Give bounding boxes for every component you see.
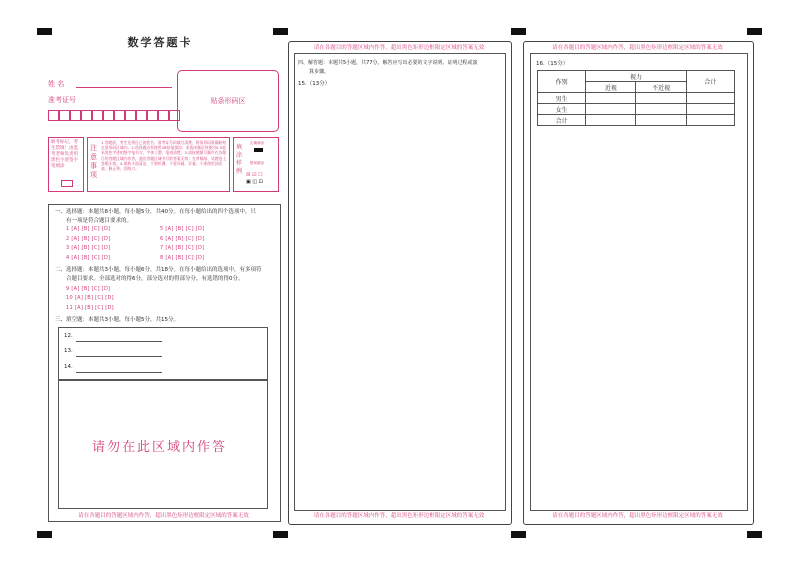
timing-mark <box>747 531 762 538</box>
table-cell[interactable] <box>586 115 636 126</box>
section3-header: 三、填空题：本题共3小题，每小题5分，共15分。 <box>55 317 179 323</box>
col-vision: 视力 <box>586 71 686 82</box>
q12-answer[interactable] <box>76 341 162 342</box>
q13-answer[interactable] <box>76 356 162 357</box>
row-label: 合计 <box>538 115 586 126</box>
timing-mark <box>511 531 526 538</box>
section2-header2: 合题目要求。全部选对的得6分，部分选对的得部分分，有选错的得0分。 <box>66 276 244 282</box>
no-answer-zone-label: 请勿在此区域内作答 <box>92 440 228 455</box>
section2-header: 二、选择题：本题共3小题，每小题6分，共18分。在每小题给出的选项中，有多项符 <box>55 267 262 273</box>
table-cell[interactable] <box>586 93 636 104</box>
fill-example-box: 填涂样例 正确填涂 错误填涂 ☒ ☑ ☐ ▣ ◫ ⊡ <box>233 137 279 192</box>
absent-mark-box: 缺考标记，考生禁填！由监考老师负责用黑色字迹签字笔填涂 <box>48 137 84 192</box>
top-banner: 请在各题目的答题区域内作答，超出黑色矩形边框限定区域的答案无效 <box>552 45 723 51</box>
choice-row[interactable]: 6 [A] [B] [C] [D] <box>160 236 205 242</box>
q13-label: 13. <box>64 348 73 354</box>
section1-header2: 有一项是符合题目要求的。 <box>66 218 133 224</box>
section4-header2: 算步骤。 <box>309 69 330 75</box>
table-cell[interactable] <box>636 104 686 115</box>
choice-row[interactable]: 9 [A] [B] [C] [D] <box>66 286 111 292</box>
choice-row[interactable]: 10 [A] [B] [C] [D] <box>66 295 114 301</box>
vision-table <box>537 70 735 126</box>
table-cell[interactable] <box>686 93 734 104</box>
id-label: 准考证号 <box>48 96 76 104</box>
choice-row[interactable]: 3 [A] [B] [C] [D] <box>66 245 111 251</box>
table-cell[interactable] <box>586 104 636 115</box>
table-cell[interactable] <box>686 115 734 126</box>
choice-row[interactable]: 1 [A] [B] [C] [D] <box>66 226 111 232</box>
q16-label: 16.（15分） <box>536 61 569 67</box>
table-cell[interactable] <box>686 104 734 115</box>
name-field[interactable] <box>76 87 172 88</box>
answer-area-15[interactable] <box>294 53 506 511</box>
row-label: 男生 <box>538 93 586 104</box>
col-near: 近视 <box>586 82 636 93</box>
bottom-banner: 请在各题目的答题区域内作答，超出黑色矩形边框限定区域的答案无效 <box>552 513 723 519</box>
row-label: 女生 <box>538 104 586 115</box>
col-total: 合计 <box>686 71 734 93</box>
choice-row[interactable]: 5 [A] [B] [C] [D] <box>160 226 205 232</box>
section4-header: 四、解答题：本题共5小题，共77分。解答应写出必要的文字说明、证明过程或演 <box>298 60 478 66</box>
choice-row[interactable]: 7 [A] [B] [C] [D] <box>160 245 205 251</box>
section1-header: 一、选择题：本题共8小题，每小题5分，共40分。在每小题给出的四个选项中，只 <box>55 209 256 215</box>
bottom-banner: 请在各题目的答题区域内作答，超出黑色矩形边框限定区域的答案无效 <box>78 513 249 519</box>
choice-row[interactable]: 4 [A] [B] [C] [D] <box>66 255 111 261</box>
timing-mark <box>37 531 52 538</box>
choice-row[interactable]: 11 [A] [B] [C] [D] <box>66 305 114 311</box>
barcode-area: 贴条形码区 <box>177 70 279 132</box>
q15-label: 15.（13分） <box>298 81 331 87</box>
timing-mark <box>37 28 52 35</box>
notes-box: 注意事项 1.答题前，考生先将自己的姓名、准考证号码填写清楚，将条形码准确粘贴在条形码区域内。2.选择题必须使用2B铅笔填涂；非选择题必须使用0.5毫米黑色字迹的签字笔书写，字体工整、笔迹清楚。3.请按照题号顺序在各题目的答题区域内作答，超出答题区域书写的答案无效；在草稿纸、试题卷上答题无效。4.保持卡面清洁，不要折叠、不要弄破、弄皱，不准使用涂改液、修正带、刮纸刀。 <box>87 137 230 192</box>
q14-label: 14. <box>64 364 73 370</box>
q12-label: 12. <box>64 333 73 339</box>
absent-checkbox[interactable] <box>61 180 73 187</box>
table-cell[interactable] <box>636 115 686 126</box>
timing-mark <box>511 28 526 35</box>
choice-row[interactable]: 8 [A] [B] [C] [D] <box>160 255 205 261</box>
choice-row[interactable]: 2 [A] [B] [C] [D] <box>66 236 111 242</box>
top-banner: 请在各题目的答题区域内作答，超出黑色矩形边框限定区域的答案无效 <box>313 45 485 51</box>
page-title: 数学答题卡 <box>127 36 193 49</box>
name-label: 姓 名 <box>48 80 65 88</box>
col-not-near: 不近视 <box>636 82 686 93</box>
table-cell[interactable] <box>636 93 686 104</box>
timing-mark <box>273 28 288 35</box>
q14-answer[interactable] <box>76 372 162 373</box>
bottom-banner: 请在各题目的答题区域内作答，超出黑色矩形边框限定区域的答案无效 <box>313 513 485 519</box>
timing-mark <box>747 28 762 35</box>
timing-mark <box>273 531 288 538</box>
col-category: 作别 <box>538 71 586 93</box>
